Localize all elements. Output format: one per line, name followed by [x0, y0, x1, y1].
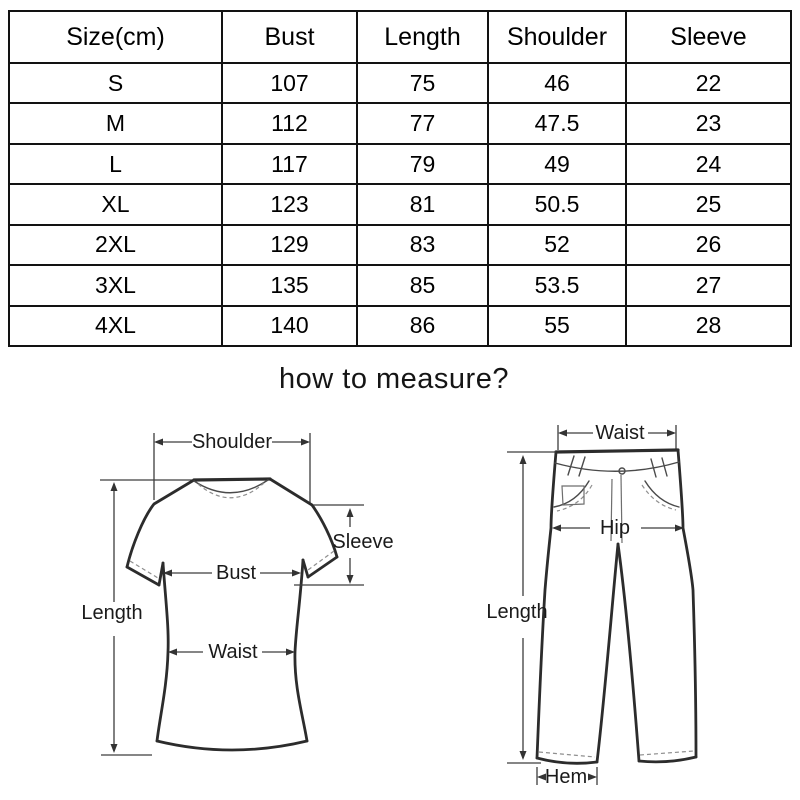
value-cell: 86	[357, 306, 488, 346]
table-row	[9, 306, 791, 346]
tshirt-outline	[127, 479, 337, 750]
shirt-bust-dimension	[163, 562, 301, 584]
shirt-collar-stitch	[198, 483, 264, 498]
arrowhead-right	[667, 430, 676, 437]
arrowhead-down	[520, 751, 527, 760]
header-row	[9, 11, 791, 63]
shirt-length-label: Length	[81, 602, 143, 624]
value-cell: 52	[488, 225, 626, 265]
value-cell: 75	[357, 63, 488, 103]
value-cell: 107	[222, 63, 357, 103]
shirt-sleeve-dimension	[294, 505, 394, 585]
shirt-left-side	[157, 563, 168, 741]
arrowhead-right	[588, 774, 597, 781]
value-cell: 50.5	[488, 184, 626, 224]
value-cell: 47.5	[488, 103, 626, 143]
arrowhead-right	[292, 570, 301, 577]
pants-waist-dimension	[558, 422, 676, 450]
value-cell: 23	[626, 103, 791, 143]
pants-right-inner-seam	[618, 544, 639, 761]
pants-left-hem	[537, 758, 597, 763]
value-cell: 112	[222, 103, 357, 143]
pants-left-inner-seam	[597, 544, 618, 762]
right-pocket-curve	[645, 481, 679, 507]
column-header: Length	[357, 11, 488, 63]
pants-hem-label: Hem	[544, 766, 588, 788]
column-header: Sleeve	[626, 11, 791, 63]
pants-waistband	[555, 462, 679, 471]
value-cell: 83	[357, 225, 488, 265]
arrowhead-down	[111, 744, 118, 753]
coin-pocket	[562, 486, 584, 505]
size-cell: 3XL	[9, 265, 222, 305]
table-row	[9, 63, 791, 103]
arrowhead-right	[301, 439, 310, 446]
value-cell: 140	[222, 306, 357, 346]
shirt-shoulder-line	[194, 479, 270, 480]
belt-loop	[568, 456, 574, 475]
size-cell: S	[9, 63, 222, 103]
value-cell: 55	[488, 306, 626, 346]
size-cell: M	[9, 103, 222, 143]
value-cell: 49	[488, 144, 626, 184]
size-cell: XL	[9, 184, 222, 224]
table-row	[9, 225, 791, 265]
size-chart-table	[8, 10, 792, 347]
arrowhead-left	[558, 430, 567, 437]
value-cell: 25	[626, 184, 791, 224]
value-cell: 79	[357, 144, 488, 184]
pants-waist-top	[556, 450, 678, 452]
value-cell: 24	[626, 144, 791, 184]
arrowhead-left	[552, 525, 561, 532]
measure-diagram	[0, 400, 800, 800]
shirt-sleeve-label: Sleeve	[332, 531, 394, 553]
belt-loop	[662, 458, 667, 476]
shirt-hem	[157, 741, 307, 750]
value-cell: 135	[222, 265, 357, 305]
shirt-right-side	[295, 560, 307, 741]
right-hem-stitch	[640, 751, 694, 755]
table-row	[9, 184, 791, 224]
belt-loop	[579, 457, 585, 476]
column-header: Bust	[222, 11, 357, 63]
table-row	[9, 144, 791, 184]
shirt-collar-outer	[194, 480, 268, 493]
column-header: Size(cm)	[9, 11, 222, 63]
value-cell: 123	[222, 184, 357, 224]
value-cell: 46	[488, 63, 626, 103]
pants-right-outer-seam	[678, 450, 696, 757]
measure-title: how to measure?	[279, 363, 509, 395]
arrowhead-up	[111, 482, 118, 491]
shirt-left-sleeve-outer	[127, 480, 194, 567]
value-cell: 53.5	[488, 265, 626, 305]
value-cell: 28	[626, 306, 791, 346]
size-cell: 4XL	[9, 306, 222, 346]
arrowhead-up	[347, 508, 354, 517]
pants-length-label: Length	[486, 601, 548, 623]
value-cell: 129	[222, 225, 357, 265]
value-cell: 77	[357, 103, 488, 143]
value-cell: 85	[357, 265, 488, 305]
shirt-shoulder-label: Shoulder	[191, 431, 273, 453]
shirt-waist-dimension	[168, 641, 295, 663]
value-cell: 26	[626, 225, 791, 265]
pants-right-hem	[639, 757, 696, 762]
size-cell: L	[9, 144, 222, 184]
shirt-bust-label: Bust	[215, 562, 257, 584]
value-cell: 117	[222, 144, 357, 184]
value-cell: 81	[357, 184, 488, 224]
table-row	[9, 265, 791, 305]
arrowhead-up	[520, 455, 527, 464]
tshirt-diagram	[81, 431, 393, 755]
shirt-waist-label: Waist	[208, 641, 258, 663]
column-header: Shoulder	[488, 11, 626, 63]
pants-outline	[537, 450, 696, 763]
value-cell: 22	[626, 63, 791, 103]
table-row	[9, 103, 791, 143]
pants-waist-label: Waist	[595, 422, 645, 444]
size-cell: 2XL	[9, 225, 222, 265]
pants-hip-label: Hip	[599, 517, 631, 539]
arrowhead-down	[347, 575, 354, 584]
shirt-length-dimension	[81, 480, 193, 755]
arrowhead-left	[154, 439, 163, 446]
value-cell: 27	[626, 265, 791, 305]
pants-length-dimension	[486, 452, 556, 763]
left-hem-stitch	[539, 752, 595, 757]
shirt-right-sleeve-outer	[270, 479, 337, 557]
pants-hem-dimension	[537, 766, 597, 788]
pants-diagram	[486, 422, 696, 788]
pants-hip-dimension	[552, 517, 684, 539]
